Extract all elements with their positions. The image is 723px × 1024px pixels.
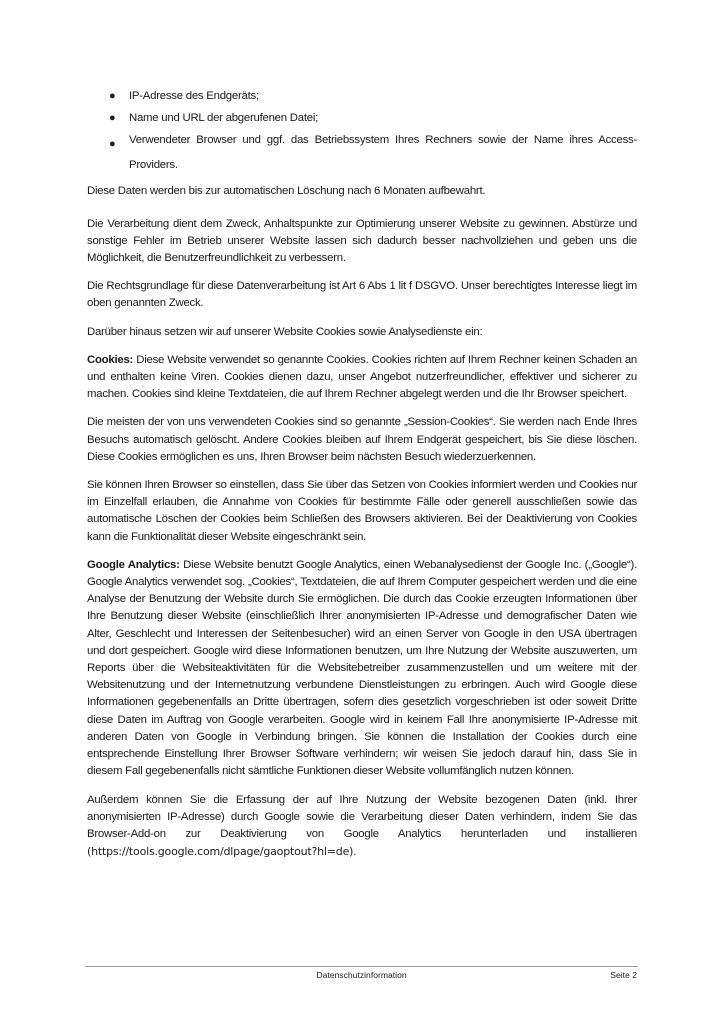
- cookies-label: Cookies:: [87, 353, 134, 366]
- footer-title: Datenschutzinformation: [316, 970, 407, 980]
- paragraph-optout: [87, 792, 637, 862]
- optout-link[interactable]: (https://tools.google.com/dlpage/gaoptout?hl=de): [87, 845, 354, 859]
- paragraph-session-cookies: Die meisten der von uns verwendeten Cookies sind so genannte „Session-Cookies“. Sie werden nach Ende Ihres Besuchs automatisch gelöscht. Andere Cookies bleiben auf Ihrem Endgerät gespeichert, bis Sie diese löschen. Diese Cookies ermöglichen es uns, Ihren Browser beim nächsten Besuch wiederzuerkennen.: [87, 416, 637, 463]
- cookies-text: Diese Website verwendet so genannte Cookies. Cookies richten auf Ihrem Rechner keinen Schaden an und enthalten keine Viren. Cookies dienen dazu, unser Angebot nutzerfreundlicher, effektiver und sicherer zu machen. Cookies sind kleine Textdateien, die auf Ihrem Rechner abgelegt werden und die Ihr Browser speichert.: [87, 353, 637, 401]
- paragraph-legal-basis: Die Rechtsgrundlage für diese Datenverarbeitung ist Art 6 Abs 1 lit f DSGVO. Unser berechtigtes Interesse liegt im oben genannten Zweck.: [87, 280, 637, 310]
- bullet-icon: ●: [109, 112, 116, 125]
- page-content: [87, 88, 637, 872]
- optout-end: .: [353, 846, 357, 859]
- footer-divider: [85, 966, 638, 967]
- paragraph-storage: Diese Daten werden bis zur automatischen Löschung nach 6 Monaten aufbewahrt.: [87, 185, 486, 198]
- data-list: [87, 88, 637, 178]
- ga-text: Diese Website benutzt Google Analytics, einen Webanalysedienst der Google Inc. („Google“). Google Analytics verwendet sog. „Cookies“, Textdateien, die auf Ihrem Computer gespeichert werden und die eine Analyse der Benutzung der Website durch Sie ermöglichen. Die durch das Cookie erzeugten Informationen über Ihre Benutzung dieser Website (einschließlich Ihrer anonymisierten IP-Adresse und demografischer Daten wie Alter, Geschlecht und Interessen der Seitenbesucher) wird an einen Server von Google in den USA übertragen und dort gespeichert. Google wird diese Informationen benutzen, um Ihre Nutzung der Website auszuwerten, um Reports über die Websiteaktivitäten für die Websitebetreiber zusammenzustellen und um weitere mit der Websitenutzung und der Internetnutzung verbundene Dienstleistungen zu erbringen. Auch wird Google diese Informationen gegebenenfalls an Dritte übertragen, sofern dies gesetzlich vorgeschrieben ist oder soweit Dritte diese Daten im Auftrag von Google verarbeiten. Google wird in keinem Fall Ihre anonymisierte IP-Adresse mit anderen Daten von Google in Verbindung bringen. Sie können die Installation der Cookies durch eine entsprechende Einstellung Ihrer Browser Software verhindern; wir weisen Sie jedoch darauf hin, dass Sie in diesem Fall gegebenenfalls nicht sämtliche Funktionen dieser Website vollumfänglich nutzen können.: [87, 558, 637, 778]
- page-number: Seite 2: [610, 970, 637, 980]
- paragraph-purpose: Die Verarbeitung dient dem Zweck, Anhaltspunkte zur Optimierung unserer Website zu gewinnen. Abstürze und sonstige Fehler im Betrieb unserer Website lassen sich dadurch besser nachvollziehen und geben uns die Möglichkeit, die Benutzerfreundlichkeit zu verbessern.: [87, 217, 637, 265]
- optout-text: Außerdem können Sie die Erfassung der auf Ihre Nutzung der Website bezogenen Daten (inkl. Ihrer anonymisierten IP-Adresse) durch Google sowie die Verarbeitung dieser Daten verhindern, indem Sie das Browser-Add-on zur Deaktivierung von Google Analytics herunterladen und installieren: [87, 793, 637, 840]
- paragraph-browser-settings: Sie können Ihren Browser so einstellen, dass Sie über das Setzen von Cookies informiert werden und Cookies nur im Einzelfall erlauben, die Annahme von Cookies für bestimmte Fälle oder generell ausschließen sowie das automatische Löschen der Cookies beim Schließen des Browsers aktivieren. Bei der Deaktivierung von Cookies kann die Funktionalität dieser Website eingeschränkt sein.: [87, 479, 637, 543]
- ga-label: Google Analytics:: [87, 558, 180, 571]
- list-item: ● Name und URL der abgerufenen Datei;: [87, 110, 637, 127]
- list-item: ● IP-Adresse des Endgeräts;: [87, 88, 637, 105]
- paragraph-cookies: [87, 352, 637, 404]
- list-item: ● Verwendeter Browser und ggf. das Betriebssystem Ihres Rechners sowie der Name ihres Access-Providers.: [109, 134, 637, 172]
- bullet-icon: ●: [109, 138, 116, 151]
- bullet-icon: ●: [109, 90, 116, 102]
- paragraph-google-analytics: [87, 557, 637, 781]
- paragraph-intro-cookies: Darüber hinaus setzen wir auf unserer Website Cookies sowie Analysedienste ein:: [87, 325, 483, 338]
